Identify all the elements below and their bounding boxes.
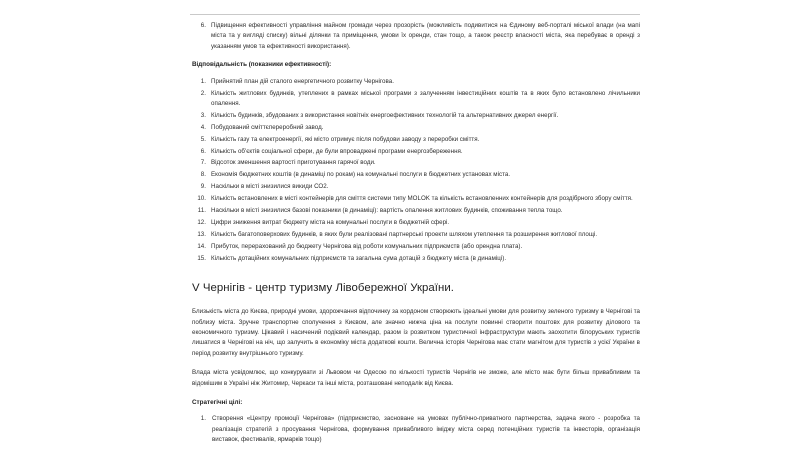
list-item-text: Кількість будинків, збудованих з використання новітніх енергоефективних технологій та альтернативних джерел енергії. (211, 111, 559, 119)
section-heading: V Чернігів - центр туризму Лівобережної України. (192, 282, 454, 295)
list-item (190, 135, 640, 145)
list-item (190, 170, 640, 180)
list-item-text: Кількість встановлених в місті контейнерів для сміття системи типу MOLOK та кількість встановленних контейнерів для роздібрного збору сміття. (211, 195, 633, 203)
list-item-number: 6. (200, 147, 206, 155)
continued-list (190, 21, 640, 52)
list-item (190, 254, 640, 264)
list-item (190, 206, 640, 216)
list-item-number: 13. (197, 230, 206, 238)
section-paragraph-2: Влада міста усвідомлює, що конкурувати зі Львовом чи Одесою по кількості туристів Чернігів не зможе, але місто має бути більш привабливим та відомішим в Україні ніж Житомир, Черкаси та інші міста, розташовані неподалік від Києва. (192, 369, 640, 387)
list-item (190, 21, 640, 52)
list-item (190, 89, 640, 110)
responsibility-list (190, 77, 640, 265)
list-item (190, 194, 640, 204)
list-item-text: Кількість об'єктів соціальної сфери, де були впроваджені програми енергозбереження. (211, 147, 463, 155)
goals-list (190, 414, 640, 445)
list-item (190, 158, 640, 168)
list-item (190, 414, 640, 445)
list-item (190, 230, 640, 240)
list-item-number: 15. (197, 254, 206, 262)
list-item-number: 1. (200, 77, 206, 85)
list-item-number: 4. (200, 123, 206, 131)
list-item (190, 182, 640, 192)
list-item (190, 123, 640, 133)
list-item-number: 7. (200, 159, 206, 167)
list-item (190, 77, 640, 87)
list-item-number: 5. (200, 135, 206, 143)
list-item-text: Прийнятий план дій сталого енергетичного розвитку Чернігова. (211, 77, 394, 85)
list-item (190, 218, 640, 228)
list-item-number: 9. (200, 183, 206, 191)
list-item-number: 10. (197, 195, 206, 203)
list-item-text: Цифри зниження витрат бюджету міста на комунальні послуги в бюджетній сфері. (211, 219, 450, 226)
list-item-number: 6. (200, 22, 206, 29)
list-item (190, 242, 640, 252)
list-item (190, 111, 640, 121)
list-item-text: Наскільки в місті знизилися викиди СО2. (211, 183, 329, 191)
list-item-text: Побудований сміттєпереробний завод. (211, 123, 324, 131)
document-content (190, 14, 640, 447)
list-item-number: 1. (200, 415, 206, 423)
list-item-text: Кількість дотаційних комунальних підприємств та загальна сума дотацій з бюджету міста (в динаміці). (211, 254, 507, 262)
list-item-text: Наскільки в місті знизилися базові показники (в динаміці): вартість опалення житлових будинків, споживання тепла тощо. (211, 207, 563, 215)
list-item-number: 2. (200, 89, 206, 97)
responsibility-heading: Відповідальність (показники ефективності): (192, 61, 332, 69)
section-paragraph-1: Близькість міста до Києва, природні умови, здорожчання відпочинку за кордоном створюють ідеальні умови для розвитку зеленого туризму в Чернігові та поблизу міста. Зручне транспортне сполучення з Києвом, але значно нижча ціна на послуги повинні створити поштовх для розвитку ділового та економичного туризму. Цікавий і насичений подієвий календар, разом із розвитком туристичної інфраструктури мають заохотити білоруських туристів лишатися в Чернігові на ніч, що залучить в економіку міста додаткові кошти. Велична історія Чернігова має стати магнітом для туристів з усієї України в період розвитку внутрішнього туризму. (192, 308, 640, 357)
list-item-text: Прибуток, перерахований до бюджету Чернігова від роботи комунальних підприємств (або орендна плата). (211, 242, 523, 250)
list-item-text: Економія бюджетних коштів (в динаміці по рокам) на комунальні послуги в бюджетних установах міста. (211, 171, 511, 179)
list-item-number: 14. (197, 242, 206, 250)
goals-heading: Стратегічні цілі: (192, 398, 243, 406)
list-item-number: 12. (197, 219, 206, 226)
page-break-divider (190, 14, 640, 15)
list-item-text: Створення «Центру промоції Чернігова» (підприємство, засноване на умовах публічно-приватного партнерства, задача якого - розробка та реалізація стратегій з просування Чернігова, формування привабливого іміджу міста серед потенційних туристів та інвесторів, організація виставок, фестивалів, ярмарків тощо) (212, 415, 640, 444)
list-item-number: 3. (200, 111, 206, 119)
list-item-number: 8. (200, 171, 206, 179)
list-item-text: Кількість газу та електроенергії, які місто отримує після побудови заводу з переробки сміття. (211, 135, 480, 143)
list-item-number: 11. (197, 207, 206, 215)
list-item-text: Відсоток зменшення вартості приготування гарячої води. (211, 159, 376, 167)
list-item-text: Кількість багатоповерхових будинків, в яких були реалізовані партнерські проекти шляхом утеплення та розширення житлової площі. (211, 230, 598, 238)
list-item-text: Кількість житлових будинків, утеплених в рамках міської програми з залученням інвестиційних коштів та в яких було встановлено лічильники опалення. (211, 89, 640, 107)
list-item-text: Підвищення ефективності управління майном громади через прозорість (можливість подивитися на Єдиному веб-порталі міської влади (на мапі міста та у вигляді списку) вільні ділянки та приміщення, умови їх оренди, стан тощо, а також реєстр власності міста, яка перебуває в оренді з указанням умов та ефективності використання). (211, 22, 640, 50)
list-item (190, 147, 640, 157)
